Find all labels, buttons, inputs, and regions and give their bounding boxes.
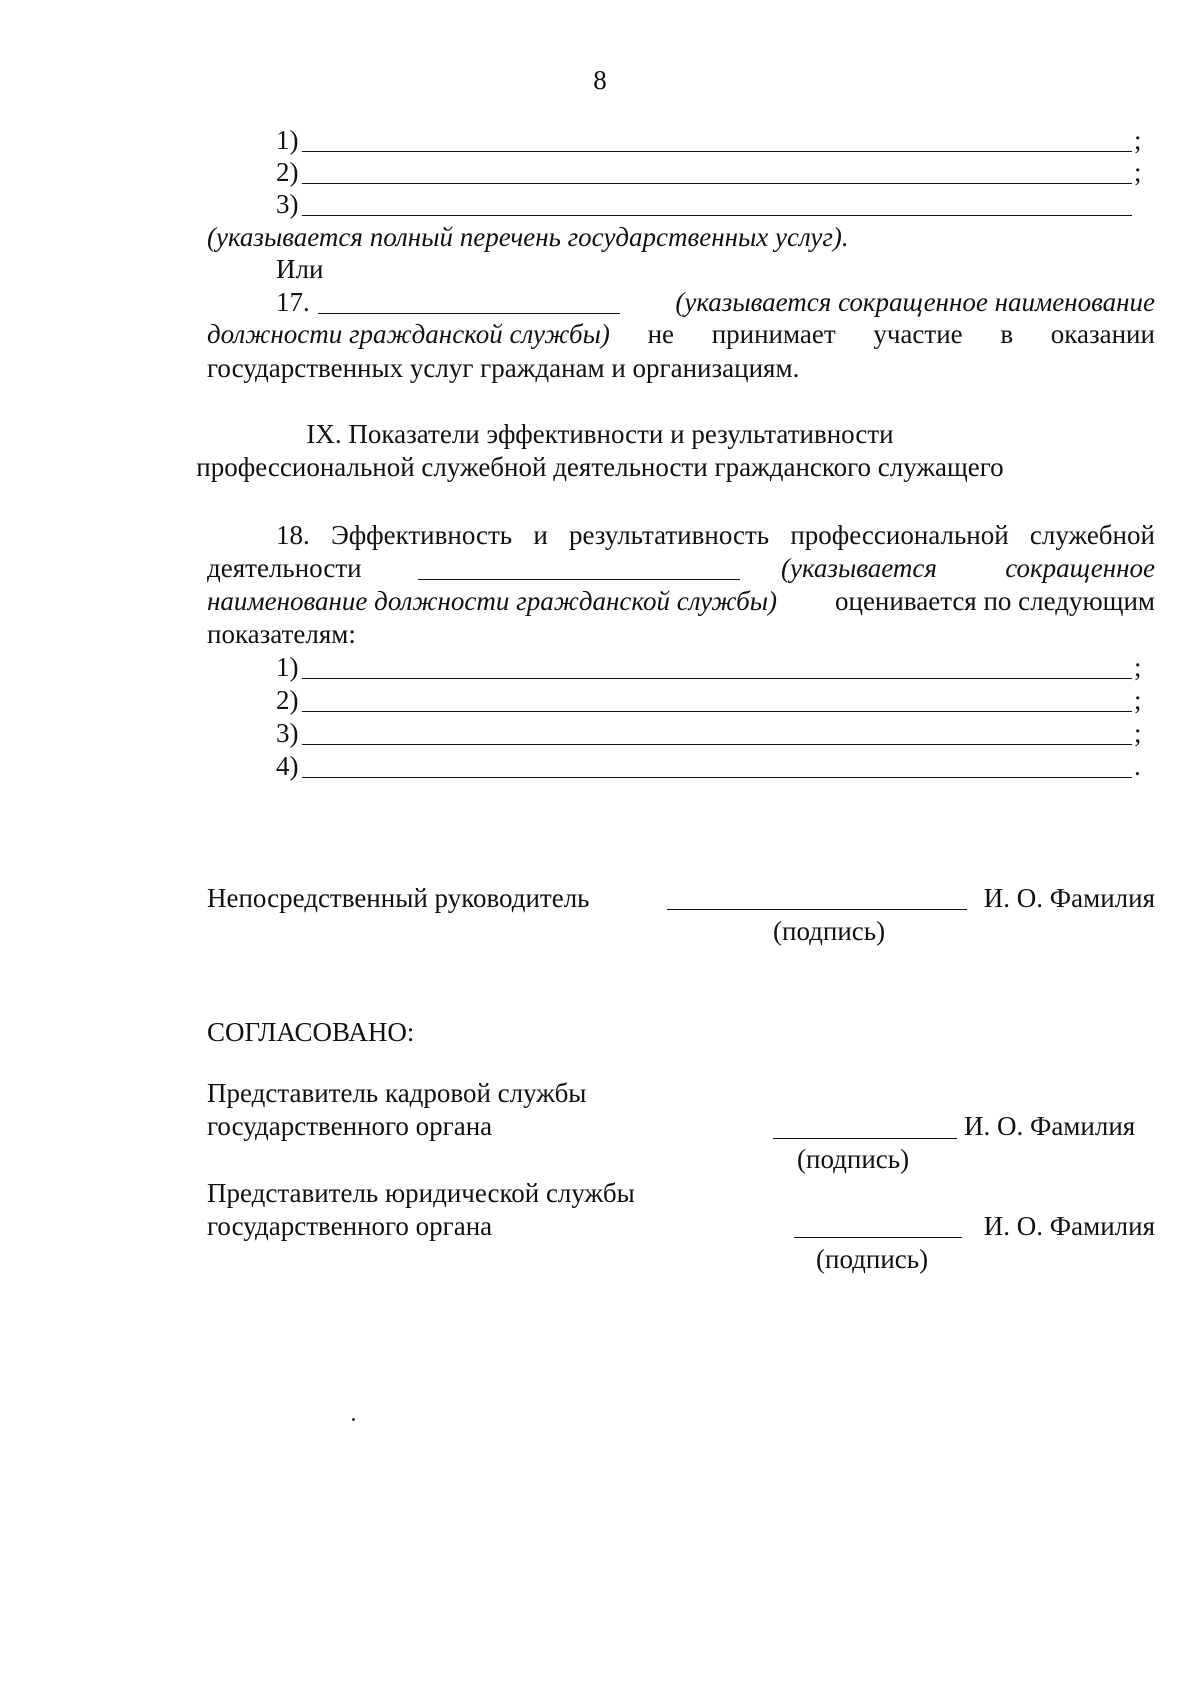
item-17-line2 [207,318,1155,350]
fill-line [302,711,1132,712]
list-item-label: 2) [276,157,299,187]
section-title-line2: профессиональной служебной деятельности гражданского служащего [196,452,1004,482]
or-word: Или [276,254,324,284]
fill-line [302,777,1132,778]
hr-rep-label-2: государственного органа [207,1111,493,1141]
supervisor-label: Непосредственный руководитель [207,883,590,913]
list-item-label: 1) [276,652,299,682]
word: результативность [568,520,770,550]
legal-rep-label-1: Представитель юридической службы [207,1178,635,1208]
item-18-line4: показателям: [207,619,356,649]
fill-line [302,744,1132,745]
word: не [647,319,674,349]
word: профессиональной [790,520,1009,550]
hr-rep-name: И. О. Фамилия [964,1111,1136,1141]
page-number: 8 [593,65,607,95]
fill-line [318,313,620,314]
list-item-label: 3) [276,718,299,748]
signature-line [773,1138,957,1139]
signature-caption: (подпись) [816,1244,929,1274]
item-18-rest: оценивается по следующим [835,586,1155,616]
fill-line [302,678,1132,679]
signature-line [794,1237,962,1238]
fill-line [418,579,740,580]
list-item-label: 2) [276,685,299,715]
list-item-label: 4) [276,751,299,781]
item-18-italic-a: (указывается [781,553,937,583]
hr-rep-label-1: Представитель кадровой службы [207,1078,587,1108]
list-item-end: ; [1134,685,1142,715]
list-item-end: ; [1134,157,1142,187]
list-item-end: . [1134,751,1141,781]
services-note: (указывается полный перечень государственных услуг). [207,222,849,252]
word: принимает [711,319,836,349]
signature-caption: (подпись) [773,916,886,946]
word: Эффективность [330,520,513,550]
word: участие [873,319,963,349]
item-18-italic-b: сокращенное [1005,553,1155,583]
item-18-line3 [207,585,1155,617]
item-18-italic-3: наименование должности гражданской службы) [207,586,778,616]
fill-line [302,183,1132,184]
item-18-word: деятельности [207,553,362,583]
word: служебной [1029,520,1155,550]
signature-line [667,909,967,910]
item-17-italic: (указывается сокращенное наименование [675,287,1155,317]
item-18-line1 [276,519,1155,551]
word: 18. [276,520,310,550]
supervisor-name: И. О. Фамилия [983,883,1155,913]
word: и [533,520,548,550]
agreed-heading: СОГЛАСОВАНО: [207,1017,415,1047]
fill-line [302,151,1132,152]
scan-speck [352,1418,355,1421]
legal-rep-name: И. О. Фамилия [983,1211,1155,1241]
list-item-end: ; [1134,125,1142,155]
word: оказании [1050,319,1155,349]
item-17-italic-2: должности гражданской службы) [207,319,610,349]
section-title-line1: IX. Показатели эффективности и результативности [306,419,894,449]
item-17-line3: государственных услуг гражданам и организациям. [207,353,800,383]
list-item-label: 1) [276,125,299,155]
word: в [1000,319,1014,349]
list-item-end: ; [1134,652,1142,682]
list-item-label: 3) [276,189,299,219]
signature-caption: (подпись) [797,1144,910,1174]
item-number: 17. [276,287,310,317]
fill-line [302,215,1132,216]
list-item-end: ; [1134,718,1142,748]
legal-rep-label-2: государственного органа [207,1211,493,1241]
